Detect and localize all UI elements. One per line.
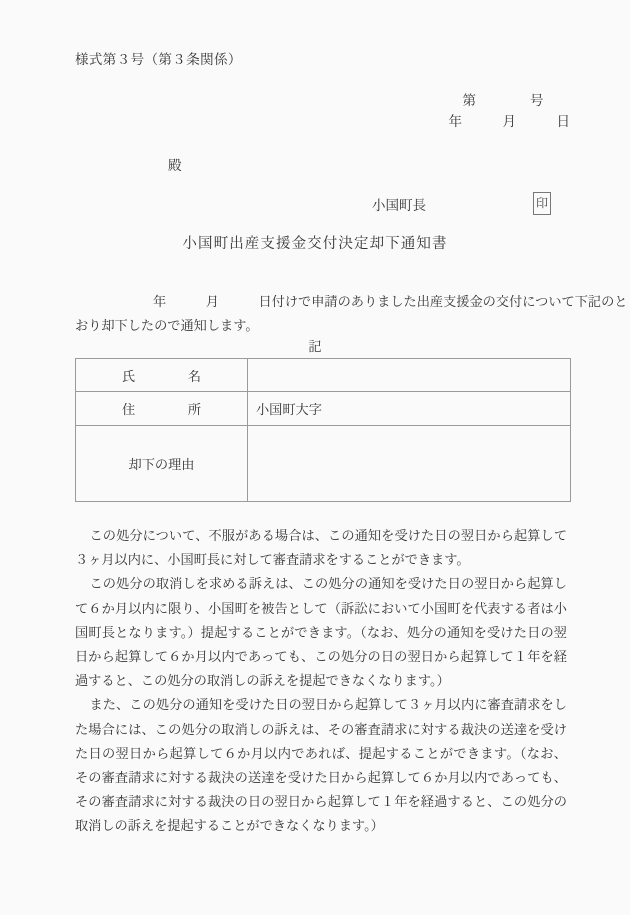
notice-paragraph-1: この処分について、不服がある場合は、この通知を受けた日の翌日から起算して３ヶ月以内に、小国町長に対して審査請求をすることができます。 — [75, 528, 567, 568]
issuer-row — [372, 192, 572, 218]
notice-paragraph-2: この処分の取消しを求める訴えは、この処分の通知を受けた日の翌日から起算して６か月以内に限り、小国町を被告として（訴訟において小国町を代表する者は小国町長となります。）提起することができます。（なお、処分の通知を受けた日の翌日から起算して６か月以内であっても、この処分の日の翌日から起算して１年を経過すると、この処分の取消しの訴えを提起できなくなります。） — [75, 576, 567, 689]
row-label-reason: 却下の理由 — [76, 426, 248, 502]
row-value-reason[interactable] — [248, 426, 571, 502]
document-number-line: 第 号 — [462, 93, 544, 108]
notice-paragraph-3: また、この処分の通知を受けた日の翌日から起算して３ヶ月以内に審査請求をした場合には、この処分の取消しの訴えは、その審査請求に対する裁決の送達を受けた日の翌日から起算して６か月以内であれば、提起することができます。（なお、その審査請求に対する裁決の送達を受けた日から起算して６か月以内であっても、その審査請求に対する裁決の日の翌日から起算して１年を経過すると、この処分の取消しの訴えを提起することができなくなります。） — [75, 697, 567, 834]
page-title: 小国町出産支援金交付決定却下通知書 — [182, 236, 448, 252]
legal-notice-block — [75, 524, 567, 839]
intro-date-run: 年 月 日付けで申請のありました出産支援金の交付について下記のと — [153, 294, 628, 309]
intro-rest: おり却下したので通知します。 — [75, 318, 259, 333]
table-row — [76, 426, 571, 502]
document-meta-block — [449, 90, 571, 132]
applicant-info-table — [75, 358, 571, 502]
issuer-name: 小国町長 — [372, 198, 426, 213]
document-date-line: 年 月 日 — [448, 114, 570, 129]
form-number-label: 様式第３号（第３条関係） — [75, 52, 242, 67]
row-value-name[interactable] — [248, 359, 571, 392]
addressee-honorific: 殿 — [168, 158, 182, 173]
seal-stamp-box: 印 — [533, 192, 551, 215]
row-value-address[interactable]: 小国町大字 — [248, 392, 571, 426]
ki-divider-mark: 記 — [308, 339, 322, 354]
row-label-address: 住 所 — [76, 392, 248, 426]
intro-paragraph — [75, 290, 628, 338]
table-row — [76, 359, 571, 392]
table-row — [76, 392, 571, 426]
row-label-name: 氏 名 — [76, 359, 248, 392]
